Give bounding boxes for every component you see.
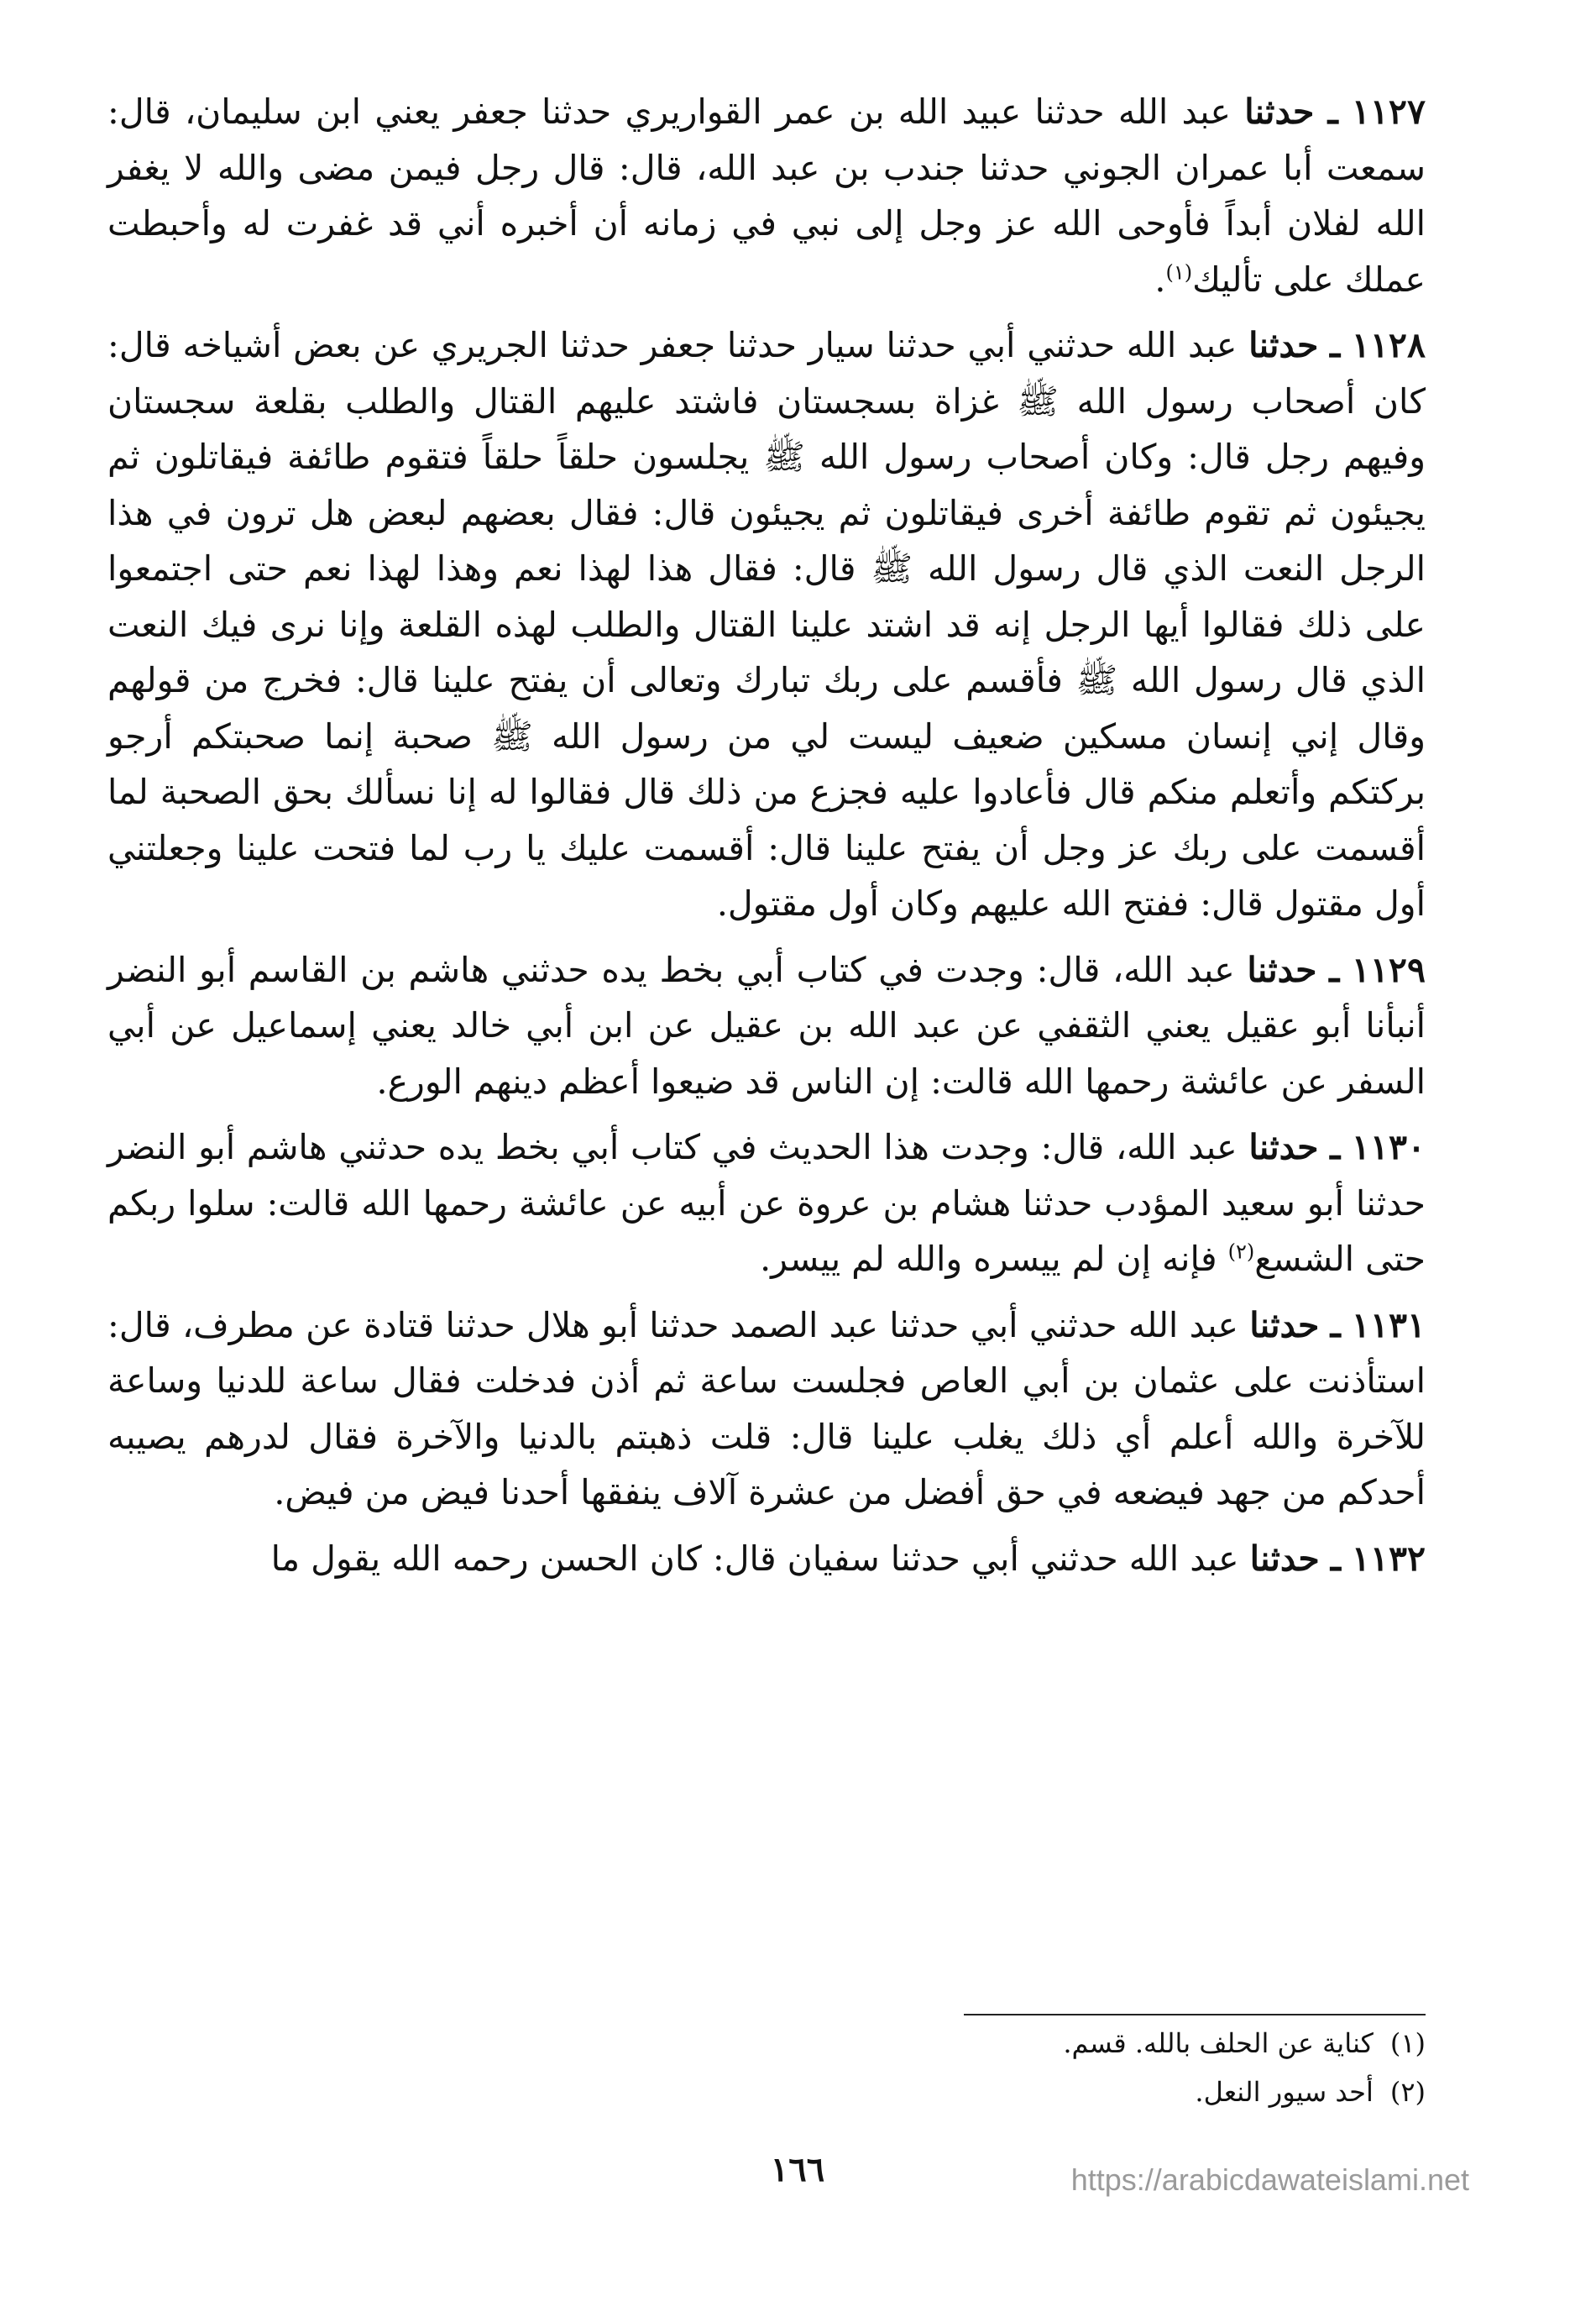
hadith-dash: ـ	[1330, 1127, 1341, 1167]
hadith-dash: ـ	[1330, 1304, 1341, 1345]
hadith-1127	[107, 84, 1426, 307]
page-number: ١٦٦	[770, 2150, 825, 2189]
footnote-divider	[964, 2014, 1426, 2015]
hadith-dash: ـ	[1329, 949, 1340, 990]
hadith-tail: .	[716, 883, 728, 924]
footnote-ref-2: (٢)	[1227, 1240, 1255, 1264]
hadith-tail: .	[1154, 259, 1166, 300]
hadith-lead: حدثنا	[1244, 92, 1315, 132]
hadith-dash: ـ	[1330, 325, 1341, 365]
hadith-lead: حدثنا	[1247, 949, 1317, 990]
hadith-number: ١١٣٠	[1351, 1127, 1426, 1167]
hadith-1131	[107, 1297, 1426, 1521]
hadith-tail: فإنه إن لم ييسره والله لم ييسر.	[760, 1239, 1228, 1279]
hadith-tail: .	[376, 1061, 388, 1102]
hadith-lead: حدثنا	[1249, 1304, 1320, 1345]
hadith-1128	[107, 317, 1426, 932]
hadith-text: عبد الله، قال: وجدت في كتاب أبي بخط يده حدثني هاشم بن القاسم أبو النضر أنبأنا أبو عقيل يعني الثقفي عن عبد الله بن عقيل عن ابن أبي خالد يعني إسماعيل عن أبي السفر عن عائشة رحمها الله قالت: إن الناس قد ضيعوا أعظم دينهم الورع	[107, 949, 1426, 1102]
footnote-text: أحد سيور النعل.	[1195, 2076, 1374, 2108]
hadith-number: ١١٣١	[1351, 1304, 1426, 1345]
hadith-dash: ـ	[1330, 1538, 1341, 1579]
hadith-1129	[107, 942, 1426, 1110]
hadith-tail: .	[274, 1472, 285, 1512]
hadith-text: عبد الله، قال: وجدت هذا الحديث في كتاب أبي بخط يده حدثني هاشم أبو النضر حدثنا أبو سعيد المؤدب حدثنا هشام بن عروة عن أبيه عن عائشة رحمها الله قالت: سلوا ربكم حتى الشسع	[107, 1127, 1426, 1279]
hadith-dash: ـ	[1327, 92, 1338, 132]
hadith-text: عبد الله حدثني أبي حدثنا سيار حدثنا جعفر حدثنا الجريري عن بعض أشياخه قال: كان أصحاب رسول الله ﷺ غزاة بسجستان فاشتد عليهم القتال والطلب بقلعة سجستان وفيهم رجل قال: وكان أصحاب رسول الله ﷺ يجلسون حلقاً حلقاً فتقوم طائفة فيقاتلون ثم يجيئون ثم تقوم طائفة أخرى فيقاتلون ثم يجيئون قال: فقال بعضهم لبعض هل ترون في هذا الرجل النعت الذي قال رسول الله ﷺ قال: فقال هذا لهذا نعم وهذا لهذا نعم حتى اجتمعوا على ذلك فقالوا أيها الرجل إنه قد اشتد علينا القتال والطلب لهذه القلعة وإنا نرى فيك النعت الذي قال رسول الله ﷺ فأقسم على ربك تبارك وتعالى أن يفتح علينا قال: فخرج من قولهم وقال إني إنسان مسكين ضعيف ليست لي من رسول الله ﷺ صحبة إنما صحبتكم أرجو بركتكم وأتعلم منكم قال فأعادوا عليه فجزع من ذلك قال فقالوا له إنا نسألك بحق الصحبة لما أقسمت على ربك عز وجل أن يفتح علينا قال: أقسمت عليك يا رب لما فتحت علينا وجعلتني أول مقتول قال: ففتح الله عليهم وكان أول مقتول	[107, 325, 1426, 924]
hadith-1132	[107, 1531, 1426, 1587]
hadith-number: ١١٢٧	[1351, 92, 1426, 132]
footnotes	[756, 2019, 1426, 2116]
footnote-text: كناية عن الحلف بالله. قسم.	[1063, 2027, 1374, 2059]
hadith-text: عبد الله حدثنا عبيد الله بن عمر القواريري حدثنا جعفر يعني ابن سليمان، قال: سمعت أبا عمران الجوني حدثنا جندب بن عبد الله، قال: قال رجل فيمن مضى والله لا يغفر الله لفلان أبداً فأوحى الله عز وجل إلى نبي في زمانه أن أخبره أني قد غفرت له وأحبطت عملك على تأليك	[107, 92, 1426, 300]
hadith-text: عبد الله حدثني أبي حدثنا سفيان قال: كان الحسن رحمه الله يقول ما	[270, 1538, 1239, 1579]
footnote-number: (٢)	[1389, 2076, 1426, 2108]
hadith-lead: حدثنا	[1249, 1538, 1320, 1579]
main-text	[107, 84, 1426, 1596]
watermark-url: https://arabicdawateislami.net	[1070, 2162, 1469, 2197]
footnote-number: (١)	[1389, 2027, 1426, 2059]
footnote-1	[756, 2019, 1426, 2068]
hadith-lead: حدثنا	[1248, 1127, 1319, 1167]
hadith-1130	[107, 1119, 1426, 1287]
hadith-number: ١١٢٨	[1351, 325, 1426, 365]
hadith-number: ١١٢٩	[1351, 949, 1426, 990]
footnote-ref-1: (١)	[1165, 259, 1193, 284]
hadith-lead: حدثنا	[1248, 325, 1319, 365]
footnote-2	[756, 2068, 1426, 2116]
hadith-number: ١١٣٢	[1351, 1538, 1426, 1579]
hadith-text: عبد الله حدثني أبي حدثنا عبد الصمد حدثنا أبو هلال حدثنا قتادة عن مطرف، قال: استأذنت على عثمان بن أبي العاص فجلست ساعة ثم أذن فدخلت فقال ساعة للدنيا وساعة للآخرة والله أعلم أي ذلك يغلب علينا قال: قلت ذهبتم بالدنيا والآخرة فقال لدرهم يصيبه أحدكم من جهد فيضعه في حق أفضل من عشرة آلاف ينفقها أحدنا فيض من فيض	[107, 1304, 1426, 1512]
